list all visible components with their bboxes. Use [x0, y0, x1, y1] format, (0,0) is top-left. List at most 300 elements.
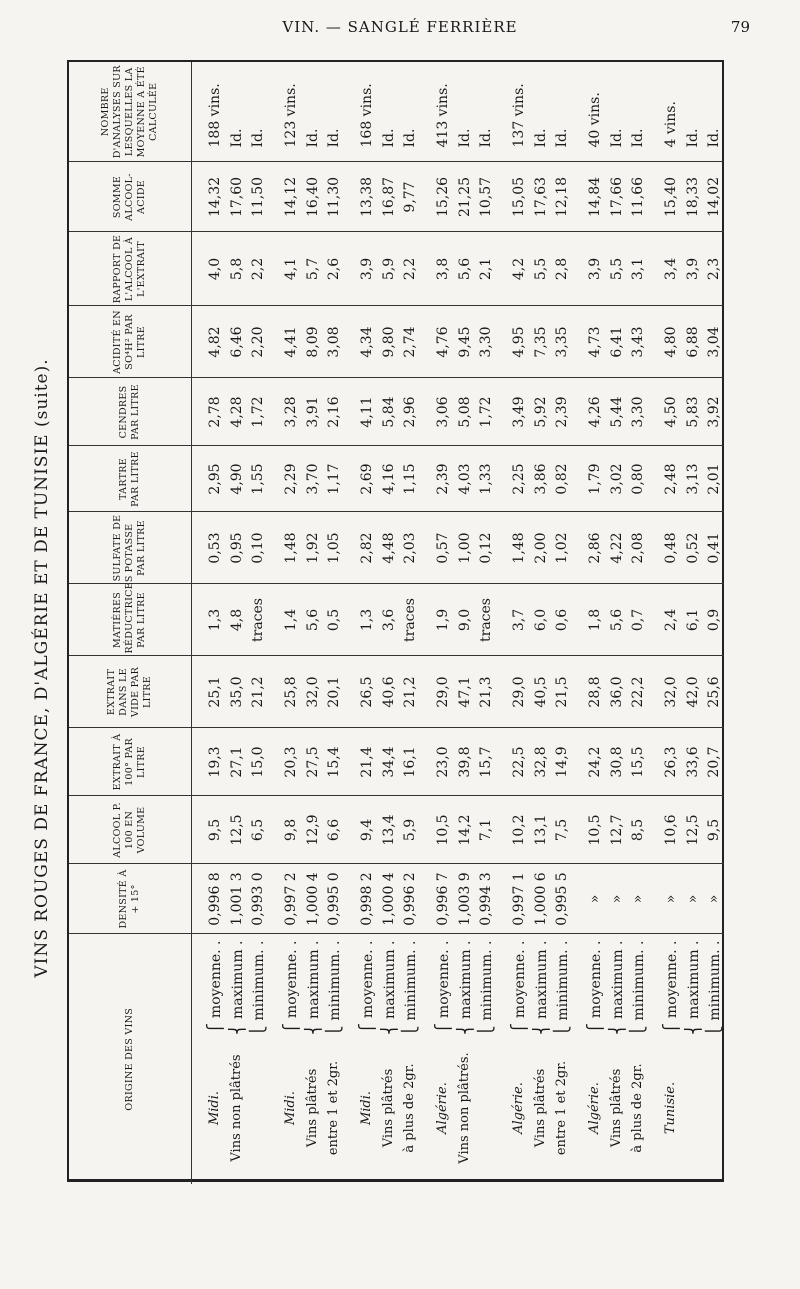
- value-cell: 2,82: [344, 512, 379, 584]
- value-cell: traces: [247, 584, 268, 656]
- statistic-label: maximum .: [609, 940, 626, 1019]
- origin-description: Vins plâtrés: [532, 1068, 548, 1148]
- value-cell: 2,3: [703, 232, 724, 306]
- value-cell: 34,4: [379, 728, 400, 796]
- value-cell: 16,1: [399, 728, 420, 796]
- origin-cell: [606, 934, 627, 1184]
- brace-glyph: ⎩: [324, 1020, 343, 1037]
- brace-glyph: ⎧: [282, 1018, 301, 1035]
- value-cell: 5,9: [379, 232, 400, 306]
- value-cell: 10,5: [572, 796, 607, 864]
- value-cell: 4,76: [420, 306, 455, 378]
- value-cell: 6,41: [606, 306, 627, 378]
- value-cell: 2,39: [551, 378, 572, 446]
- value-cell: 1,17: [323, 446, 344, 512]
- value-cell: 9,0: [455, 584, 476, 656]
- value-cell: 12,9: [303, 796, 324, 864]
- value-cell: 5,6: [606, 584, 627, 656]
- statistic-label: moyenne. .: [208, 940, 225, 1019]
- value-cell: 26,3: [648, 728, 683, 796]
- brace-glyph: ⎩: [704, 1020, 723, 1037]
- value-cell: 4,50: [648, 378, 683, 446]
- value-cell: 0,9: [703, 584, 724, 656]
- value-cell: 0,7: [627, 584, 648, 656]
- value-cell: 29,0: [496, 656, 531, 728]
- statistic-label: maximum .: [229, 940, 246, 1019]
- brace-glyph: ⎩: [552, 1020, 571, 1037]
- value-cell: 1,02: [551, 512, 572, 584]
- value-cell: 9,80: [379, 306, 400, 378]
- value-cell: 0,996 2: [399, 864, 420, 934]
- column-header: ACIDITÉ EN SO⁴H² PAR LITRE: [69, 306, 192, 378]
- value-cell: 4,03: [455, 446, 476, 512]
- value-cell: »: [682, 864, 703, 934]
- analysis-count-cell: Id.: [379, 62, 400, 162]
- value-cell: 9,45: [455, 306, 476, 378]
- value-cell: 10,6: [648, 796, 683, 864]
- value-cell: 4,0: [192, 232, 227, 306]
- value-cell: 4,2: [496, 232, 531, 306]
- origin-cell: [399, 934, 420, 1184]
- column-header: SOMME ALCOOL-ACIDE: [69, 162, 192, 232]
- value-cell: 3,91: [303, 378, 324, 446]
- value-cell: 14,84: [572, 162, 607, 232]
- value-cell: 2,96: [399, 378, 420, 446]
- value-cell: 36,0: [606, 656, 627, 728]
- value-cell: 9,8: [268, 796, 303, 864]
- value-cell: 1,15: [399, 446, 420, 512]
- value-cell: 20,1: [323, 656, 344, 728]
- value-cell: 35,0: [227, 656, 248, 728]
- value-cell: 1,48: [268, 512, 303, 584]
- analysis-count-cell: Id.: [323, 62, 344, 162]
- origin-cell: [475, 934, 496, 1184]
- value-cell: 20,7: [703, 728, 724, 796]
- value-cell: 9,4: [344, 796, 379, 864]
- value-cell: 2,4: [648, 584, 683, 656]
- brace-glyph: ⎨: [683, 1018, 702, 1035]
- value-cell: 3,30: [627, 378, 648, 446]
- statistic-label: minimum. .: [706, 940, 723, 1021]
- value-cell: 30,8: [606, 728, 627, 796]
- statistic-label: minimum. .: [478, 940, 495, 1021]
- value-cell: 3,92: [703, 378, 724, 446]
- table-row: [496, 62, 531, 1184]
- value-cell: 14,32: [192, 162, 227, 232]
- value-cell: 9,77: [399, 162, 420, 232]
- value-cell: 5,9: [399, 796, 420, 864]
- value-cell: 4,11: [344, 378, 379, 446]
- analysis-count-cell: Id.: [530, 62, 551, 162]
- analysis-count-cell: Id.: [455, 62, 476, 162]
- value-cell: 2,6: [323, 232, 344, 306]
- table-row: [572, 62, 607, 1184]
- analysis-count-cell: Id.: [606, 62, 627, 162]
- value-cell: 7,1: [475, 796, 496, 864]
- value-cell: 0,53: [192, 512, 227, 584]
- brace-glyph: ⎧: [358, 1018, 377, 1035]
- value-cell: 5,5: [606, 232, 627, 306]
- value-cell: 2,2: [399, 232, 420, 306]
- value-cell: 1,4: [268, 584, 303, 656]
- value-cell: 12,18: [551, 162, 572, 232]
- value-cell: 11,30: [323, 162, 344, 232]
- analysis-count-cell: Id.: [703, 62, 724, 162]
- value-cell: 23,0: [420, 728, 455, 796]
- value-cell: 3,9: [344, 232, 379, 306]
- column-header: TARTRE PAR LITRE: [69, 446, 192, 512]
- value-cell: 2,29: [268, 446, 303, 512]
- value-cell: 39,8: [455, 728, 476, 796]
- value-cell: 1,001 3: [227, 864, 248, 934]
- value-cell: 4,48: [379, 512, 400, 584]
- table-header-row: [69, 62, 192, 1184]
- value-cell: 15,7: [475, 728, 496, 796]
- value-cell: 8,5: [627, 796, 648, 864]
- origin-cell: [323, 934, 344, 1184]
- value-cell: 0,995 5: [551, 864, 572, 934]
- origin-description: Vins non plâtrés.: [456, 1052, 472, 1164]
- value-cell: 12,7: [606, 796, 627, 864]
- value-cell: 21,25: [455, 162, 476, 232]
- statistic-label: minimum. .: [554, 940, 571, 1021]
- value-cell: 4,28: [227, 378, 248, 446]
- value-cell: 4,22: [606, 512, 627, 584]
- value-cell: 2,95: [192, 446, 227, 512]
- column-header: NOMBRE D'ANALYSES SUR LESQUELLES LA MOYENNE A ÉTÉ CALCULÉE: [69, 62, 192, 162]
- value-cell: 6,5: [247, 796, 268, 864]
- value-cell: 17,66: [606, 162, 627, 232]
- value-cell: 6,6: [323, 796, 344, 864]
- value-cell: 2,16: [323, 378, 344, 446]
- value-cell: 17,60: [227, 162, 248, 232]
- value-cell: 29,0: [420, 656, 455, 728]
- value-cell: 25,1: [192, 656, 227, 728]
- value-cell: 28,8: [572, 656, 607, 728]
- brace-glyph: ⎧: [586, 1018, 605, 1035]
- value-cell: 11,50: [247, 162, 268, 232]
- value-cell: 15,05: [496, 162, 531, 232]
- value-cell: 10,2: [496, 796, 531, 864]
- value-cell: 1,003 9: [455, 864, 476, 934]
- value-cell: 0,996 8: [192, 864, 227, 934]
- value-cell: 0,994 3: [475, 864, 496, 934]
- value-cell: 3,13: [682, 446, 703, 512]
- value-cell: 6,1: [682, 584, 703, 656]
- value-cell: »: [703, 864, 724, 934]
- wine-analysis-table: [67, 60, 724, 1182]
- value-cell: 7,5: [551, 796, 572, 864]
- value-cell: 0,10: [247, 512, 268, 584]
- value-cell: 0,82: [551, 446, 572, 512]
- value-cell: 2,78: [192, 378, 227, 446]
- value-cell: »: [648, 864, 683, 934]
- value-cell: 10,57: [475, 162, 496, 232]
- value-cell: 6,46: [227, 306, 248, 378]
- table-row: [703, 62, 724, 1184]
- value-cell: 2,48: [648, 446, 683, 512]
- statistic-label: maximum .: [685, 940, 702, 1019]
- value-cell: 26,5: [344, 656, 379, 728]
- statistic-label: maximum .: [457, 940, 474, 1019]
- value-cell: 0,993 0: [247, 864, 268, 934]
- value-cell: 1,05: [323, 512, 344, 584]
- value-cell: 1,79: [572, 446, 607, 512]
- table-row: [247, 62, 268, 1184]
- origin-cell: [227, 934, 248, 1184]
- value-cell: 8,09: [303, 306, 324, 378]
- value-cell: 1,72: [247, 378, 268, 446]
- value-cell: 24,2: [572, 728, 607, 796]
- statistic-label: minimum. .: [630, 940, 647, 1021]
- value-cell: 1,8: [572, 584, 607, 656]
- origin-description: à plus de 2gr.: [401, 1063, 417, 1153]
- statistic-label: moyenne. .: [360, 940, 377, 1019]
- statistic-label: moyenne. .: [436, 940, 453, 1019]
- origin-cell: [682, 934, 703, 1184]
- value-cell: traces: [475, 584, 496, 656]
- value-cell: 2,25: [496, 446, 531, 512]
- value-cell: 4,16: [379, 446, 400, 512]
- value-cell: 4,90: [227, 446, 248, 512]
- origin-cell: [496, 934, 531, 1184]
- statistic-label: minimum. .: [402, 940, 419, 1021]
- value-cell: 16,87: [379, 162, 400, 232]
- page-number: 79: [730, 18, 750, 36]
- value-cell: 4,8: [227, 584, 248, 656]
- value-cell: 6,88: [682, 306, 703, 378]
- value-cell: 14,12: [268, 162, 303, 232]
- value-cell: 13,1: [530, 796, 551, 864]
- value-cell: 2,86: [572, 512, 607, 584]
- value-cell: 2,8: [551, 232, 572, 306]
- brace-glyph: ⎧: [662, 1018, 681, 1035]
- value-cell: 16,40: [303, 162, 324, 232]
- analysis-count-cell: Id.: [399, 62, 420, 162]
- value-cell: 0,997 2: [268, 864, 303, 934]
- table-row: [227, 62, 248, 1184]
- value-cell: 0,997 1: [496, 864, 531, 934]
- column-header: DENSITÉ À + 15°: [69, 864, 192, 934]
- value-cell: 7,35: [530, 306, 551, 378]
- statistic-label: minimum. .: [326, 940, 343, 1021]
- statistic-label: moyenne. .: [664, 940, 681, 1019]
- table-row: [648, 62, 683, 1184]
- value-cell: 3,9: [572, 232, 607, 306]
- value-cell: 32,8: [530, 728, 551, 796]
- column-header: EXTRAIT DANS LE VIDE PAR LITRE: [69, 656, 192, 728]
- analysis-count-cell: Id.: [303, 62, 324, 162]
- statistic-label: maximum .: [305, 940, 322, 1019]
- value-cell: 1,55: [247, 446, 268, 512]
- value-cell: 5,6: [303, 584, 324, 656]
- origin-region: Algérie.: [587, 1082, 603, 1134]
- value-cell: 3,70: [303, 446, 324, 512]
- column-header: ALCOOL P. 100 EN VOLUME: [69, 796, 192, 864]
- value-cell: 5,84: [379, 378, 400, 446]
- value-cell: 0,80: [627, 446, 648, 512]
- value-cell: 0,95: [227, 512, 248, 584]
- value-cell: 2,20: [247, 306, 268, 378]
- origin-description: à plus de 2gr.: [629, 1063, 645, 1153]
- value-cell: 1,00: [455, 512, 476, 584]
- value-cell: 25,6: [703, 656, 724, 728]
- analysis-count-cell: Id.: [551, 62, 572, 162]
- table-row: [627, 62, 648, 1184]
- value-cell: 25,8: [268, 656, 303, 728]
- value-cell: 0,12: [475, 512, 496, 584]
- value-cell: 1,72: [475, 378, 496, 446]
- origin-region: Algérie.: [435, 1082, 451, 1134]
- value-cell: 3,6: [379, 584, 400, 656]
- value-cell: 14,2: [455, 796, 476, 864]
- column-header: SULFATE DE POTASSE PAR LITRE: [69, 512, 192, 584]
- table-row: [192, 62, 227, 1184]
- value-cell: 5,6: [455, 232, 476, 306]
- value-cell: 21,3: [475, 656, 496, 728]
- table-row: [323, 62, 344, 1184]
- statistic-label: moyenne. .: [284, 940, 301, 1019]
- brace-glyph: ⎨: [227, 1018, 246, 1035]
- table-row: [455, 62, 476, 1184]
- value-cell: 20,3: [268, 728, 303, 796]
- value-cell: 21,5: [551, 656, 572, 728]
- value-cell: 13,38: [344, 162, 379, 232]
- value-cell: 21,2: [247, 656, 268, 728]
- value-cell: »: [627, 864, 648, 934]
- origin-region: Tunisie.: [663, 1081, 679, 1135]
- value-cell: 3,49: [496, 378, 531, 446]
- value-cell: 18,33: [682, 162, 703, 232]
- table-row: [303, 62, 324, 1184]
- value-cell: 0,5: [323, 584, 344, 656]
- origin-cell: [551, 934, 572, 1184]
- value-cell: 0,998 2: [344, 864, 379, 934]
- value-cell: 3,86: [530, 446, 551, 512]
- table-row: [551, 62, 572, 1184]
- value-cell: 0,6: [551, 584, 572, 656]
- value-cell: 21,2: [399, 656, 420, 728]
- value-cell: 5,7: [303, 232, 324, 306]
- origin-cell: [420, 934, 455, 1184]
- table-row: [606, 62, 627, 1184]
- value-cell: 14,02: [703, 162, 724, 232]
- value-cell: 17,63: [530, 162, 551, 232]
- column-header: CENDRES PAR LITRE: [69, 378, 192, 446]
- value-cell: 2,2: [247, 232, 268, 306]
- brace-glyph: ⎨: [531, 1018, 550, 1035]
- origin-cell: [455, 934, 476, 1184]
- value-cell: 1,3: [344, 584, 379, 656]
- origin-description: Vins non plâtrés: [228, 1054, 244, 1162]
- column-header: EXTRAIT À 100° PAR LITRE: [69, 728, 192, 796]
- analysis-count-cell: 4 vins.: [648, 62, 683, 162]
- value-cell: 15,40: [648, 162, 683, 232]
- value-cell: 5,92: [530, 378, 551, 446]
- value-cell: 21,4: [344, 728, 379, 796]
- analysis-count-cell: Id.: [475, 62, 496, 162]
- value-cell: 3,7: [496, 584, 531, 656]
- value-cell: 0,52: [682, 512, 703, 584]
- analysis-count-cell: Id.: [682, 62, 703, 162]
- value-cell: 6,0: [530, 584, 551, 656]
- statistic-label: maximum .: [381, 940, 398, 1019]
- value-cell: 2,01: [703, 446, 724, 512]
- table-row: [399, 62, 420, 1184]
- value-cell: »: [606, 864, 627, 934]
- analysis-count-cell: Id.: [227, 62, 248, 162]
- value-cell: 3,06: [420, 378, 455, 446]
- value-cell: 27,1: [227, 728, 248, 796]
- origin-cell: [268, 934, 303, 1184]
- column-header: ORIGINE DES VINS: [69, 934, 192, 1184]
- value-cell: 1,92: [303, 512, 324, 584]
- value-cell: 3,28: [268, 378, 303, 446]
- origin-region: Algérie.: [511, 1082, 527, 1134]
- value-cell: 1,3: [192, 584, 227, 656]
- value-cell: 3,08: [323, 306, 344, 378]
- origin-region: Midi.: [207, 1090, 223, 1126]
- origin-region: Midi.: [283, 1090, 299, 1126]
- value-cell: 5,44: [606, 378, 627, 446]
- origin-description: entre 1 et 2gr.: [553, 1060, 569, 1156]
- origin-description: Vins plâtrés: [380, 1068, 396, 1148]
- value-cell: 3,04: [703, 306, 724, 378]
- origin-cell: [530, 934, 551, 1184]
- value-cell: 32,0: [303, 656, 324, 728]
- value-cell: 5,5: [530, 232, 551, 306]
- value-cell: 3,35: [551, 306, 572, 378]
- value-cell: 5,83: [682, 378, 703, 446]
- statistic-label: moyenne. .: [512, 940, 529, 1019]
- value-cell: 19,3: [192, 728, 227, 796]
- brace-glyph: ⎩: [400, 1020, 419, 1037]
- origin-cell: [192, 934, 227, 1184]
- value-cell: 9,5: [703, 796, 724, 864]
- analysis-count-cell: 413 vins.: [420, 62, 455, 162]
- value-cell: 11,66: [627, 162, 648, 232]
- brace-glyph: ⎩: [628, 1020, 647, 1037]
- value-cell: traces: [399, 584, 420, 656]
- value-cell: 3,1: [627, 232, 648, 306]
- brace-glyph: ⎩: [248, 1020, 267, 1037]
- origin-region: Midi.: [359, 1090, 375, 1126]
- analysis-count-cell: 168 vins.: [344, 62, 379, 162]
- value-cell: 4,80: [648, 306, 683, 378]
- value-cell: 0,41: [703, 512, 724, 584]
- column-header: MATIÈRES RÉDUCTRICES PAR LITRE: [69, 584, 192, 656]
- value-cell: 1,9: [420, 584, 455, 656]
- brace-glyph: ⎨: [379, 1018, 398, 1035]
- analysis-count-cell: 40 vins.: [572, 62, 607, 162]
- value-cell: 15,26: [420, 162, 455, 232]
- value-cell: 1,000 6: [530, 864, 551, 934]
- origin-description: entre 1 et 2gr.: [325, 1060, 341, 1156]
- value-cell: 2,08: [627, 512, 648, 584]
- value-cell: 2,00: [530, 512, 551, 584]
- value-cell: 4,1: [268, 232, 303, 306]
- value-cell: 42,0: [682, 656, 703, 728]
- analysis-count-cell: 137 vins.: [496, 62, 531, 162]
- value-cell: 10,5: [420, 796, 455, 864]
- brace-glyph: ⎨: [303, 1018, 322, 1035]
- origin-cell: [703, 934, 724, 1184]
- value-cell: 1,48: [496, 512, 531, 584]
- origin-cell: [379, 934, 400, 1184]
- value-cell: 0,995 0: [323, 864, 344, 934]
- table-row: [344, 62, 379, 1184]
- value-cell: 4,73: [572, 306, 607, 378]
